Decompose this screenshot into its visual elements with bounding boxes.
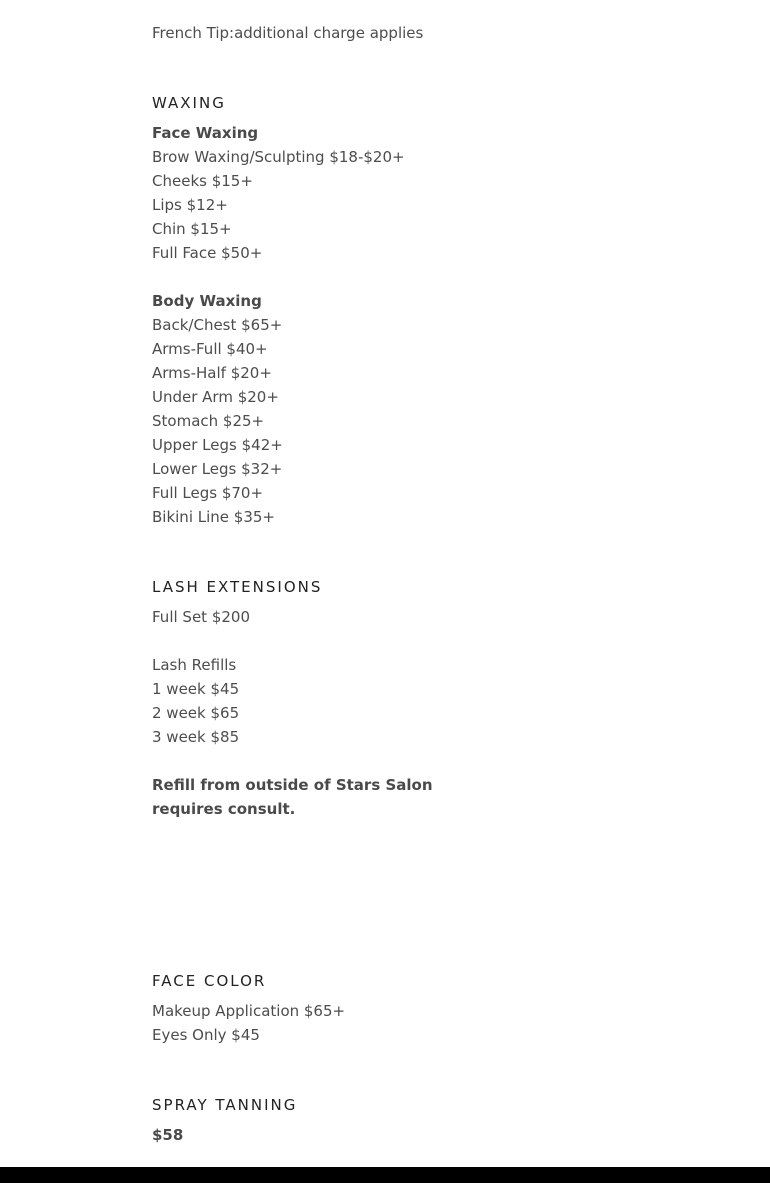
face-color-item: Makeup Application $65+ (152, 1002, 346, 1020)
body-waxing-item: Arms-Half $20+ (152, 364, 272, 382)
body-waxing-item: Lower Legs $32+ (152, 460, 283, 478)
face-waxing-item: Full Face $50+ (152, 244, 263, 262)
face-waxing-item: Lips $12+ (152, 196, 228, 214)
lash-refills-title: Lash Refills (152, 656, 237, 674)
body-waxing-item: Stomach $25+ (152, 412, 265, 430)
lash-refill-consult-note: Refill from outside of Stars Salon requires consult. (152, 776, 433, 818)
body-waxing-item: Back/Chest $65+ (152, 316, 283, 334)
price-list-content (152, 21, 512, 1183)
bottom-bar (0, 1167, 770, 1183)
spray-tanning-price: $58 (152, 1126, 184, 1144)
waxing-heading: WAXING (152, 94, 226, 112)
lash-refill-item: 3 week $85 (152, 728, 240, 746)
lash-refill-item: 2 week $65 (152, 704, 240, 722)
body-waxing-item: Upper Legs $42+ (152, 436, 283, 454)
french-tip-note: French Tip:additional charge applies (152, 24, 424, 42)
spray-tanning-heading: SPRAY TANNING (152, 1096, 298, 1114)
lash-extensions-heading: LASH EXTENSIONS (152, 578, 323, 596)
face-waxing-title: Face Waxing (152, 124, 259, 142)
body-waxing-item: Under Arm $20+ (152, 388, 279, 406)
body-waxing-title: Body Waxing (152, 292, 262, 310)
face-waxing-item: Brow Waxing/Sculpting $18-$20+ (152, 148, 405, 166)
face-waxing-item: Cheeks $15+ (152, 172, 253, 190)
lash-refill-item: 1 week $45 (152, 680, 240, 698)
face-waxing-item: Chin $15+ (152, 220, 232, 238)
body-waxing-item: Arms-Full $40+ (152, 340, 268, 358)
face-color-item: Eyes Only $45 (152, 1026, 260, 1044)
body-waxing-item: Full Legs $70+ (152, 484, 264, 502)
lash-full-set: Full Set $200 (152, 608, 250, 626)
face-color-heading: FACE COLOR (152, 972, 267, 990)
body-waxing-item: Bikini Line $35+ (152, 508, 275, 526)
